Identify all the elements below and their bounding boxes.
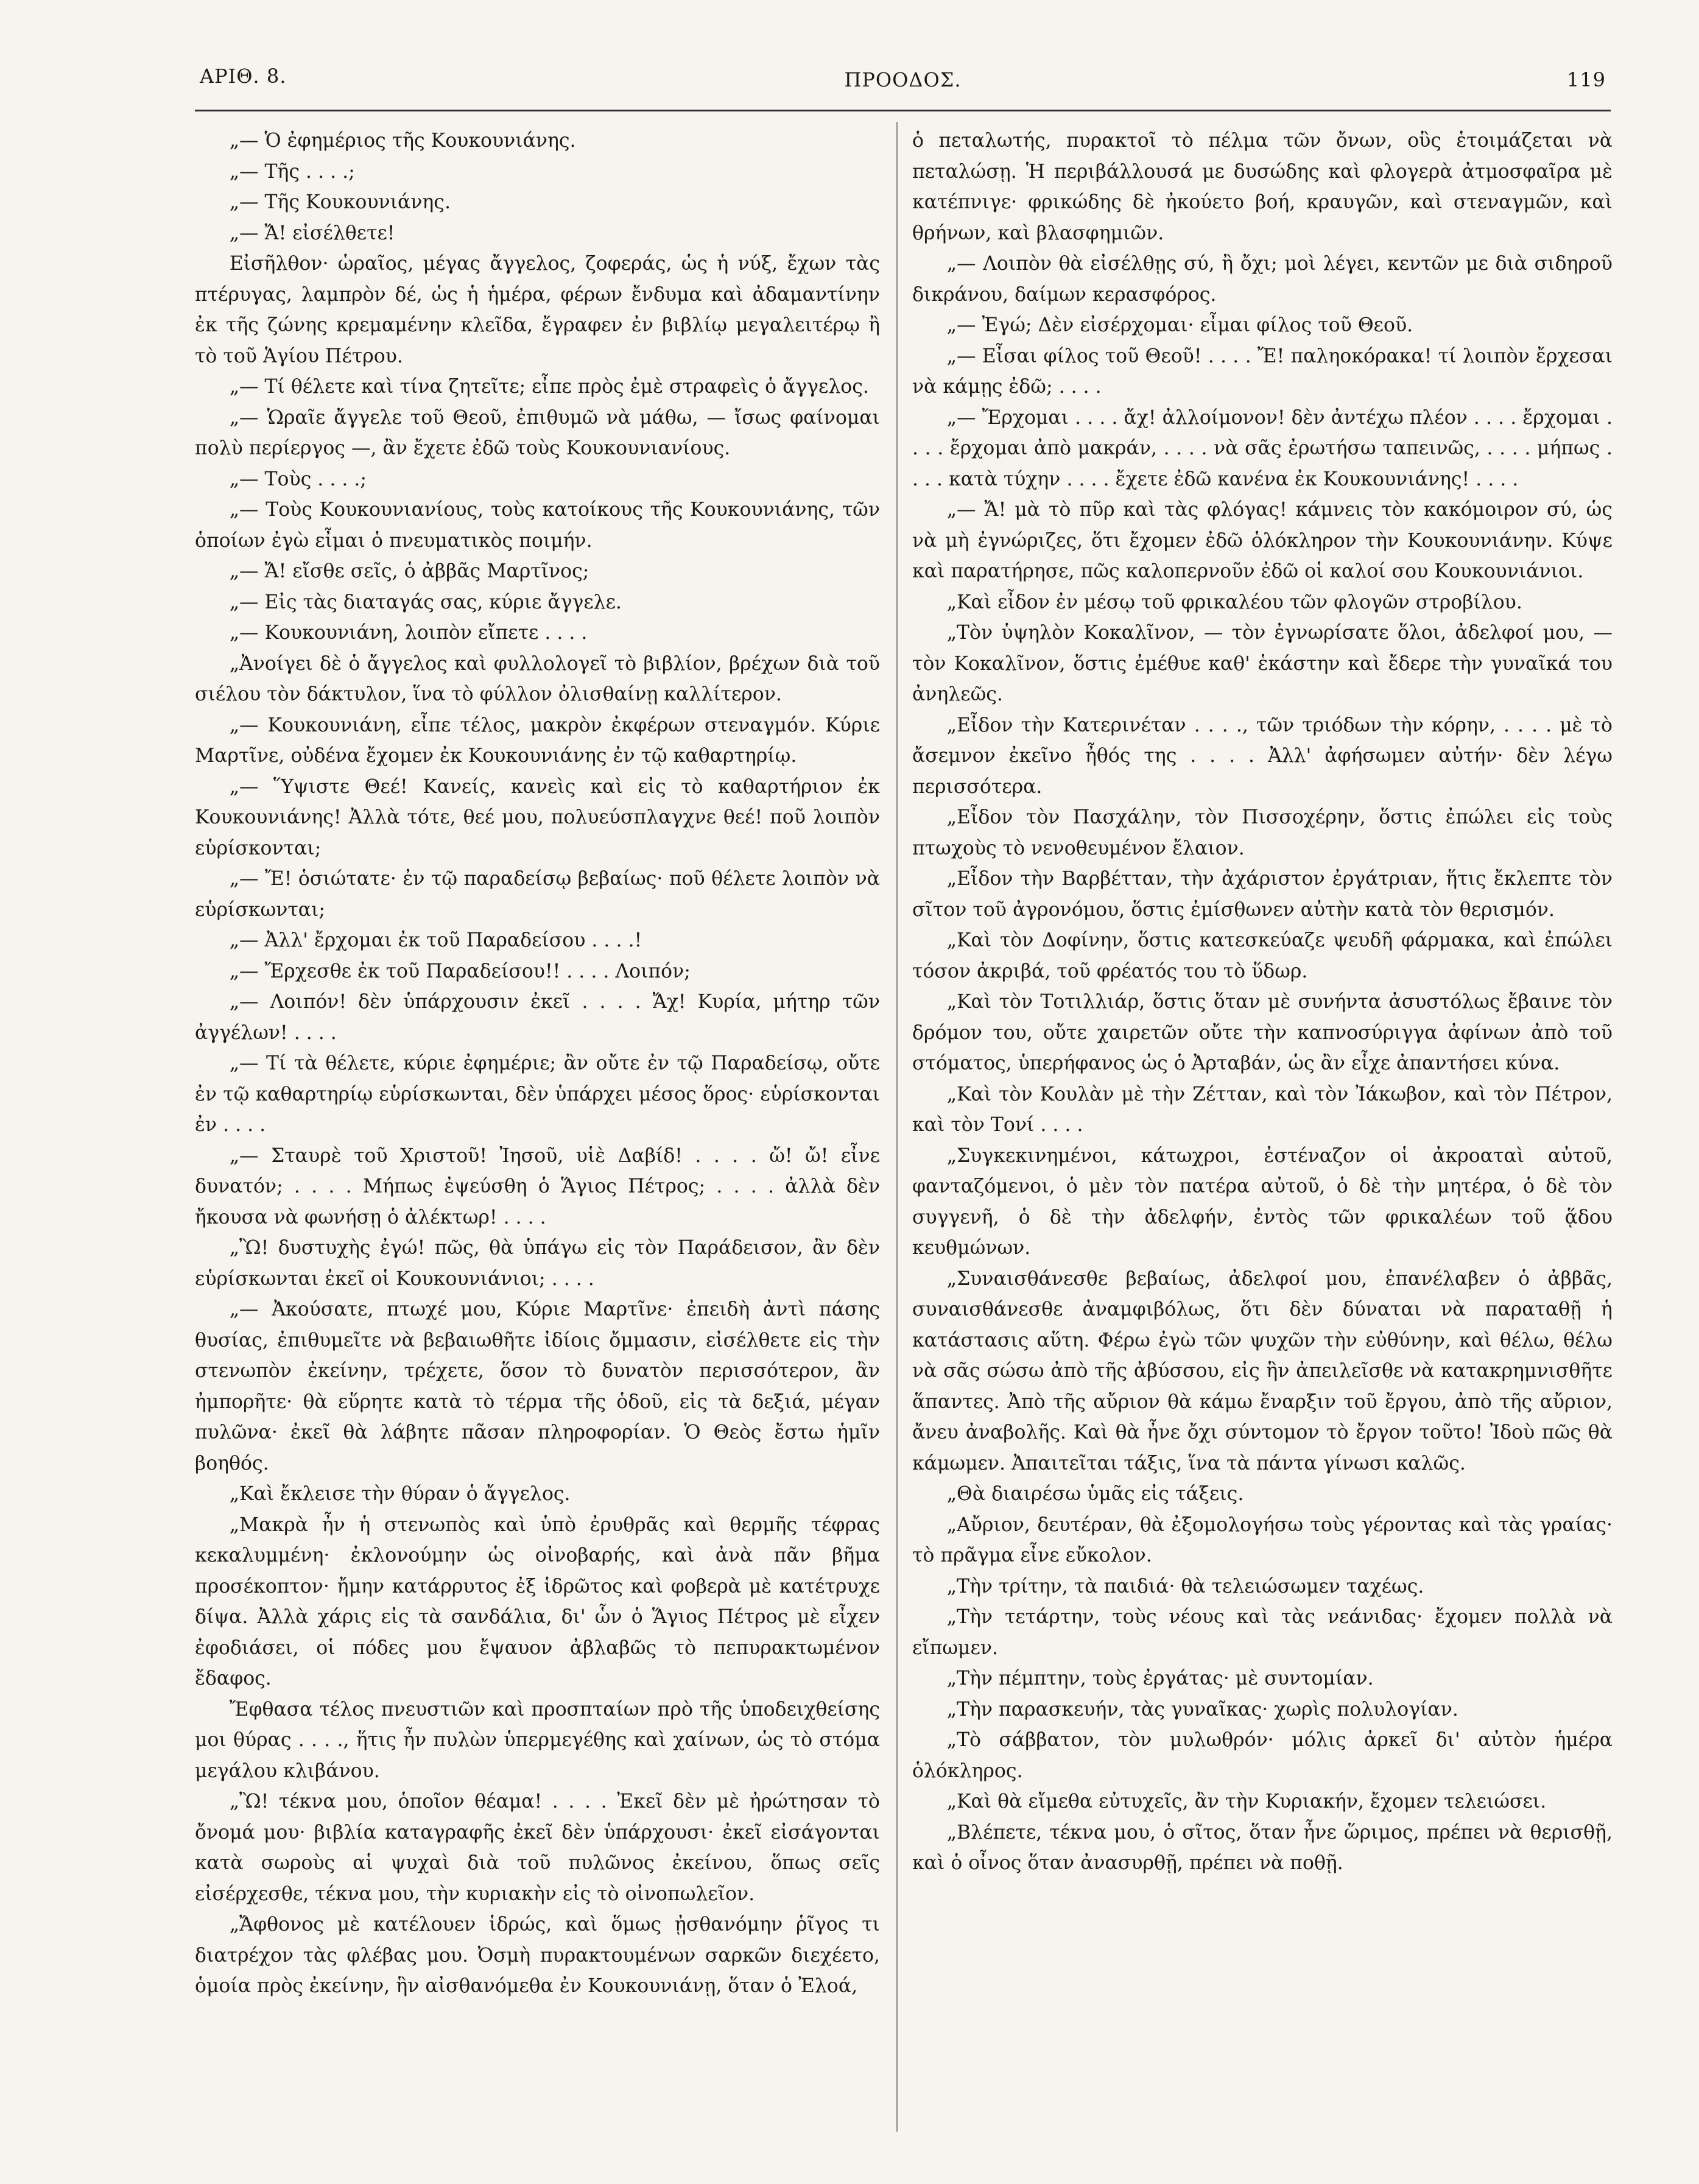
header-rule xyxy=(195,110,1611,111)
paragraph: „— Ἄ! εἰσέλθετε! xyxy=(229,222,395,244)
issue-number: ΑΡΙΘ. 8. xyxy=(200,65,287,88)
paragraph: „— Ἔρχομαι . . . . ἄχ! ἀλλοίμονον! δὲν ἀντέχω πλέον . . . . ἔρχομαι . . . . ἔρχομαι ἀπὸ μακράν, . . . . νὰ σᾶς ἐρωτήσω ταπεινῶς, . . . . μήπως . . . . κατὰ τύχην . . . . ἔχετε ἐδῶ κανένα ἐκ Κουκουνιάνης! . . . . xyxy=(912,406,1613,490)
paragraph: „— Τί τὰ θέλετε, κύριε ἐφημέριε; ἂν οὔτε ἐν τῷ Παραδείσῳ, οὔτε ἐν τῷ καθαρτηρίῳ εὑρίσκωνται, δὲν ὑπάρχει μέσος ὅρος· εὑρίσκονται ἐν . . . . xyxy=(195,1052,880,1136)
paragraph: Εἰσῆλθον· ὡραῖος, μέγας ἄγγελος, ζοφεράς, ὡς ἡ νύξ, ἔχων τὰς πτέρυγας, λαμπρὸν δέ, ὡς ἡ ἡμέρα, φέρων ἔνδυμα καὶ ἀδαμαντίνην ἐκ τῆς ζώνης κρεμαμένην κλεῖδα, ἔγραφεν ἐν βιβλίῳ μεγαλειτέρῳ ἢ τὸ τοῦ Ἁγίου Πέτρου. xyxy=(195,253,880,367)
paragraph: „— Ἀκούσατε, πτωχέ μου, Κύριε Μαρτῖνε· ἐπειδὴ ἀντὶ πάσης θυσίας, ἐπιθυμεῖτε νὰ βεβαιωθῆτε ἰδίοις ὄμμασιν, εἰσέλθετε εἰς τὴν στενωπὸν ἐκείνην, τρέχετε, ὅσον τὸ δυνατὸν περισσότερον, ἂν ἠμπορῆτε· θὰ εὕρητε κατὰ τὸ τέρμα τῆς ὁδοῦ, εἰς τὰ δεξιά, μέγαν πυλῶνα· ἐκεῖ θὰ λάβητε πᾶσαν πληροφορίαν. Ὁ Θεὸς ἔστω ἡμῖν βοηθός. xyxy=(195,1298,880,1474)
paragraph: „Ἄφθονος μὲ κατέλουεν ἱδρώς, καὶ ὅμως ᾐσθανόμην ῥῖγος τι διατρέχον τὰς φλέβας μου. Ὀσμὴ πυρακτουμένων σαρκῶν διεχέετο, ὁμοία πρὸς ἐκείνην, ἣν αἰσθανόμεθα ἐν Κουκουνιάνῃ, ὅταν ὁ Ἐλοά, xyxy=(195,1914,880,1997)
paragraph: „Εἶδον τὴν Βαρβέτταν, τὴν ἀχάριστον ἐργάτριαν, ἥτις ἔκλεπτε τὸν σῖτον τοῦ ἀγρονόμου, ὅστις ἐμίσθωνεν αὐτὴν κατὰ τὸν θερισμόν. xyxy=(912,868,1613,921)
paragraph: „— Λοιπὸν θὰ εἰσέλθῃς σύ, ἢ ὄχι; μοὶ λέγει, κεντῶν με διὰ σιδηροῦ δικράνου, δαίμων κερασφόρος. xyxy=(912,253,1613,306)
paragraph: „Συγκεκινημένοι, κάτωχροι, ἐστέναζον οἱ ἀκροαταὶ αὐτοῦ, φανταζόμενοι, ὁ μὲν τὸν πατέρα αὐτοῦ, ὁ δὲ τὴν μητέρα, ὁ δὲ τὸν συγγενῆ, ὁ δὲ τὴν ἀδελφήν, ἐντὸς τῶν φρικαλέων τοῦ ᾅδου κευθμώνων. xyxy=(912,1144,1613,1259)
paragraph: „Τὴν τετάρτην, τοὺς νέους καὶ τὰς νεάνιδας· ἔχομεν πολλὰ νὰ εἴπωμεν. xyxy=(912,1606,1613,1659)
page-number: 119 xyxy=(1566,68,1606,91)
paragraph: „— Ἔ! ὁσιώτατε· ἐν τῷ παραδείσῳ βεβαίως· ποῦ θέλετε λοιπὸν νὰ εὑρίσκωνται; xyxy=(195,868,880,921)
paragraph: „— Κουκουνιάνη, εἶπε τέλος, μακρὸν ἐκφέρων στεναγμόν. Κύριε Μαρτῖνε, οὐδένα ἔχομεν ἐκ Κουκουνιάνης ἐν τῷ καθαρτηρίῳ. xyxy=(195,714,880,767)
paragraph: „— Τί θέλετε καὶ τίνα ζητεῖτε; εἶπε πρὸς ἐμὲ στραφεὶς ὁ ἄγγελος. xyxy=(229,376,869,398)
paragraph: „— Εἰς τὰς διαταγάς σας, κύριε ἄγγελε. xyxy=(229,591,622,613)
page-header xyxy=(195,54,1611,102)
right-column xyxy=(912,125,1613,2147)
paragraph: „Ἀνοίγει δὲ ὁ ἄγγελος καὶ φυλλολογεῖ τὸ βιβλίον, βρέχων διὰ τοῦ σιέλου τὸν δάκτυλον, ἵνα τὸ φύλλον ὀλισθαίνῃ καλλίτερον. xyxy=(195,652,880,705)
paragraph: „— Ὕψιστε Θεέ! Κανείς, κανεὶς καὶ εἰς τὸ καθαρτήριον ἐκ Κουκουνιάνης! Ἀλλὰ τότε, θεέ μου, πολυεύσπλαγχνε θεέ! ποῦ λοιπὸν εὑρίσκονται; xyxy=(195,775,880,859)
paragraph: „— Ὁ ἐφημέριος τῆς Κουκουνιάνης. xyxy=(229,130,576,152)
paragraph: „— Τοὺς Κουκουνιανίους, τοὺς κατοίκους τῆς Κουκουνιάνης, τῶν ὁποίων ἐγὼ εἶμαι ὁ πνευματικὸς ποιμήν. xyxy=(195,499,880,552)
paragraph: „— Ὡραῖε ἄγγελε τοῦ Θεοῦ, ἐπιθυμῶ νὰ μάθω, — ἴσως φαίνομαι πολὺ περίεργος —, ἂν ἔχετε ἐδῶ τοὺς Κουκουνιανίους. xyxy=(195,406,880,459)
paragraph: „Μακρὰ ἦν ἡ στενωπὸς καὶ ὑπὸ ἐρυθρᾶς καὶ θερμῆς τέφρας κεκαλυμμένη· ἐκλονούμην ὡς οἰνοβαρής, καὶ ἀνὰ πᾶν βῆμα προσέκοπτον· ἤμην κατάρρυτος ἐξ ἱδρῶτος καὶ φοβερὰ μὲ κατέτρυχε δίψα. Ἀλλὰ χάρις εἰς τὰ σανδάλια, δι' ὧν ὁ Ἅγιος Πέτρος μὲ εἶχεν ἐφοδιάσει, οἱ πόδες μου ἔψαυον ἀβλαβῶς τὸ πεπυρακτωμένον ἔδαφος. xyxy=(195,1513,880,1689)
paragraph: „Τὴν παρασκευήν, τὰς γυναῖκας· χωρὶς πολυλογίαν. xyxy=(946,1698,1458,1721)
paragraph: „Καὶ εἶδον ἐν μέσῳ τοῦ φρικαλέου τῶν φλογῶν στροβίλου. xyxy=(946,591,1522,613)
paragraph: „— Κουκουνιάνη, λοιπὸν εἴπετε . . . . xyxy=(229,622,588,644)
left-column xyxy=(195,125,880,2147)
paragraph: „Καὶ ἔκλεισε τὴν θύραν ὁ ἄγγελος. xyxy=(229,1483,571,1505)
paragraph: „Καὶ τὸν Δοφίνην, ὅστις κατεσκεύαζε ψευδῆ φάρμακα, καὶ ἐπώλει τόσον ἀκριβά, τοῦ φρέατός του τὸ ὕδωρ. xyxy=(912,929,1613,982)
paragraph: „Εἶδον τὸν Πασχάλην, τὸν Πισσοχέρην, ὅστις ἐπώλει εἰς τοὺς πτωχοὺς τὸ νενοθευμένον ἔλαιον. xyxy=(912,806,1613,859)
paragraph: „Θὰ διαιρέσω ὑμᾶς εἰς τάξεις. xyxy=(946,1483,1244,1505)
paragraph: „— Λοιπόν! δὲν ὑπάρχουσιν ἐκεῖ . . . . Ἄχ! Κυρία, μήτηρ τῶν ἀγγέλων! . . . . xyxy=(195,991,880,1044)
paragraph: „— Τοὺς . . . .; xyxy=(229,468,367,490)
paragraph: „Ὢ! δυστυχὴς ἐγώ! πῶς, θὰ ὑπάγω εἰς τὸν Παράδεισον, ἂν δὲν εὑρίσκωνται ἐκεῖ οἱ Κουκουνιάνιοι; . . . . xyxy=(195,1237,880,1290)
paragraph: „Καὶ τὸν Κουλὰν μὲ τὴν Ζέτταν, καὶ τὸν Ἰάκωβον, καὶ τὸν Πέτρον, καὶ τὸν Τονί . . . . xyxy=(912,1083,1613,1136)
paragraph: ὁ πεταλωτής, πυρακτοῖ τὸ πέλμα τῶν ὄνων, οὓς ἑτοιμάζεται νὰ πεταλώσῃ. Ἡ περιβάλλουσά με δυσώδης καὶ φλογερὰ ἀτμοσφαῖρα μὲ κατέπνιγε· φρικώδης δὲ ἠκούετο βοή, κραυγῶν, καὶ στεναγμῶν, καὶ θρήνων, καὶ βλασφημιῶν. xyxy=(912,130,1613,244)
paragraph: Ἔφθασα τέλος πνευστιῶν καὶ προσπταίων πρὸ τῆς ὑποδειχθείσης μοι θύρας . . . ., ἥτις ἦν πυλὼν ὑπερμεγέθης καὶ χαίνων, ὡς τὸ στόμα μεγάλου κλιβάνου. xyxy=(195,1698,880,1782)
paragraph: „Τὸ σάββατον, τὸν μυλωθρόν· μόλις ἀρκεῖ δι' αὐτὸν ἡμέρα ὁλόκληρος. xyxy=(912,1729,1613,1782)
column-divider xyxy=(896,122,898,2132)
paragraph: „— Σταυρὲ τοῦ Χριστοῦ! Ἰησοῦ, υἱὲ Δαβίδ! . . . . ὤ! ὤ! εἶνε δυνατόν; . . . . Μήπως ἐψεύσθη ὁ Ἅγιος Πέτρος; . . . . ἀλλὰ δὲν ἤκουσα νὰ φωνήσῃ ὁ ἀλέκτωρ! . . . . xyxy=(195,1144,880,1228)
paragraph: „Τὴν τρίτην, τὰ παιδιά· θὰ τελειώσωμεν ταχέως. xyxy=(946,1575,1424,1597)
paragraph: „— Τῆς . . . .; xyxy=(229,160,355,183)
paragraph: „Καὶ θὰ εἴμεθα εὐτυχεῖς, ἂν τὴν Κυριακήν, ἔχομεν τελειώσει. xyxy=(946,1791,1547,1812)
paragraph: „Τὸν ὑψηλὸν Κοκαλῖνον, — τὸν ἐγνωρίσατε ὅλοι, ἀδελφοί μου, — τὸν Κοκαλῖνον, ὅστις ἐμέθυε καθ' ἑκάστην καὶ ἔδερε τὴν γυναῖκά του ἀνηλεῶς. xyxy=(912,622,1613,705)
paragraph: „Βλέπετε, τέκνα μου, ὁ σῖτος, ὅταν ἦνε ὥριμος, πρέπει νὰ θερισθῇ, καὶ ὁ οἶνος ὅταν ἀνασυρθῇ, πρέπει νὰ ποθῇ. xyxy=(912,1821,1613,1874)
paragraph: „— Ἀλλ' ἔρχομαι ἐκ τοῦ Παραδείσου . . . .! xyxy=(229,929,642,951)
paragraph: „— Ἄ! εἴσθε σεῖς, ὁ ἀββᾶς Μαρτῖνος; xyxy=(229,560,589,582)
paragraph: „— Ἔρχεσθε ἐκ τοῦ Παραδείσου!! . . . . Λοιπόν; xyxy=(229,960,691,982)
paragraph: „Αὔριον, δευτέραν, θὰ ἐξομολογήσω τοὺς γέροντας καὶ τὰς γραίας· τὸ πρᾶγμα εἶνε εὔκολον. xyxy=(912,1513,1613,1566)
paragraph: „Συναισθάνεσθε βεβαίως, ἀδελφοί μου, ἐπανέλαβεν ὁ ἀββᾶς, συναισθάνεσθε ἀναμφιβόλως, ὅτι δὲν δύναται νὰ παραταθῇ ἡ κατάστασις αὕτη. Φέρω ἐγὼ τῶν ψυχῶν τὴν εὐθύνην, καὶ θέλω, θέλω νὰ σᾶς σώσω ἀπὸ τῆς ἀβύσσου, εἰς ἣν ἀπειλεῖσθε νὰ κατακρημνισθῆτε ἅπαντες. Ἀπὸ τῆς αὔριον θὰ κάμω ἔναρξιν τοῦ ἔργου, ἀπὸ τῆς αὔριον, ἄνευ ἀναβολῆς. Καὶ θὰ ἦνε ὄχι σύντομον τὸ ἔργον τοῦτο! Ἰδοὺ πῶς θὰ κάμωμεν. Ἀπαιτεῖται τάξις, ἵνα τὰ πάντα γίνωσι καλῶς. xyxy=(912,1267,1613,1474)
paragraph: „Καὶ τὸν Τοτιλλιάρ, ὅστις ὅταν μὲ συνήντα ἀσυστόλως ἔβαινε τὸν δρόμον του, οὔτε χαιρετῶν οὔτε τὴν καπνοσύριγγα ἀφίνων ἀπὸ τοῦ στόματος, ὑπερήφανος ὡς ὁ Ἀρταβάν, ὡς ἂν εἶχε ἀπαντήσει κύνα. xyxy=(912,991,1613,1074)
paragraph: „— Ἐγώ; Δὲν εἰσέρχομαι· εἶμαι φίλος τοῦ Θεοῦ. xyxy=(946,314,1413,336)
paragraph: „— Ἄ! μὰ τὸ πῦρ καὶ τὰς φλόγας! κάμνεις τὸν κακόμοιρον σύ, ὡς νὰ μὴ ἐγνώριζες, ὅτι ἔχομεν ἐδῶ ὁλόκληρον τὴν Κουκουνιάνην. Κύψε καὶ παρατήρησε, πῶς καλοπερνοῦν ἐδῶ οἱ καλοί σου Κουκουνιάνιοι. xyxy=(912,499,1613,582)
paragraph: „Εἶδον τὴν Κατερινέταν . . . ., τῶν τριόδων τὴν κόρην, . . . . μὲ τὸ ἄσεμνον ἐκεῖνο ἦθός της . . . . Ἀλλ' ἀφήσωμεν αὐτήν· δὲν λέγω περισσότερα. xyxy=(912,714,1613,798)
paragraph: „Τὴν πέμπτην, τοὺς ἐργάτας· μὲ συντομίαν. xyxy=(946,1668,1374,1689)
publication-title: ΠΡΟΟΔΟΣ. xyxy=(844,68,962,91)
paragraph: „— Τῆς Κουκουνιάνης. xyxy=(229,191,451,213)
paragraph: „— Εἶσαι φίλος τοῦ Θεοῦ! . . . . Ἔ! παληοκόρακα! τί λοιπὸν ἔρχεσαι νὰ κάμῃς ἐδῶ; . . . . xyxy=(912,345,1613,398)
paragraph: „Ὢ! τέκνα μου, ὁποῖον θέαμα! . . . . Ἐκεῖ δὲν μὲ ἠρώτησαν τὸ ὄνομά μου· βιβλία καταγραφῆς ἐκεῖ δὲν ὑπάρχουσι· ἐκεῖ εἰσάγονται κατὰ σωροὺς αἱ ψυχαὶ διὰ τοῦ πυλῶνος ἐκείνου, ὅπως σεῖς εἰσέρχεσθε, τέκνα μου, τὴν κυριακὴν εἰς τὸ οἰνοπωλεῖον. xyxy=(195,1791,880,1905)
